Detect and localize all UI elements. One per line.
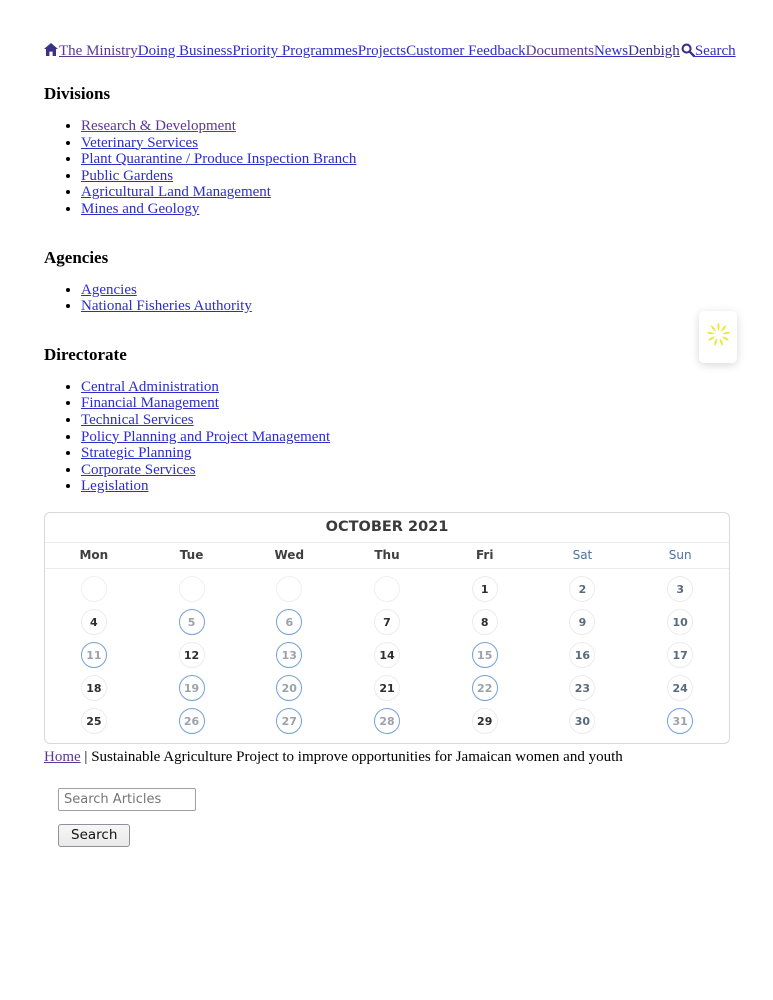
calendar-day: 1 xyxy=(472,576,498,602)
list-item xyxy=(81,135,730,152)
section-link[interactable]: Policy Planning and Project Management xyxy=(81,428,331,445)
calendar-day: 7 xyxy=(374,609,400,635)
article-search-form xyxy=(58,788,730,847)
calendar-day: 14 xyxy=(374,642,400,668)
calendar-cell xyxy=(436,672,534,705)
calendar-cell xyxy=(631,573,729,606)
calendar-cell xyxy=(534,672,632,705)
calendar-cell xyxy=(631,639,729,672)
accessibility-widget-button[interactable] xyxy=(699,311,737,363)
calendar-day: 8 xyxy=(472,609,498,635)
calendar-day: 18 xyxy=(81,675,107,701)
calendar-event-day[interactable]: 11 xyxy=(81,642,107,668)
section-link[interactable]: Plant Quarantine / Produce Inspection Branch xyxy=(81,151,357,168)
calendar-cell xyxy=(534,639,632,672)
section-link[interactable]: Agencies xyxy=(81,281,137,298)
calendar-cell xyxy=(338,672,436,705)
calendar-day: 29 xyxy=(472,708,498,734)
section-link-list xyxy=(44,118,730,218)
calendar-day: 10 xyxy=(667,609,693,635)
calendar-cell xyxy=(143,606,241,639)
list-item xyxy=(81,478,730,495)
calendar-day: 24 xyxy=(667,675,693,701)
list-item xyxy=(81,395,730,412)
list-item xyxy=(81,379,730,396)
calendar-event-day[interactable]: 26 xyxy=(179,708,205,734)
top-nav xyxy=(44,43,736,61)
search-articles-button[interactable]: Search xyxy=(58,824,130,847)
section-link[interactable]: Veterinary Services xyxy=(81,134,199,151)
section-link[interactable]: Public Gardens xyxy=(81,167,174,184)
calendar-cell xyxy=(436,573,534,606)
list-item xyxy=(81,201,730,218)
list-item xyxy=(81,282,730,299)
calendar-cell xyxy=(45,705,143,738)
home-icon[interactable] xyxy=(44,43,58,60)
list-item xyxy=(81,151,730,168)
breadcrumb xyxy=(44,749,730,766)
calendar-day-header: Wed xyxy=(274,548,305,563)
search-articles-input[interactable] xyxy=(58,788,196,811)
section-link-list xyxy=(44,379,730,495)
calendar-event-day[interactable]: 15 xyxy=(472,642,498,668)
list-item xyxy=(81,462,730,479)
calendar-day: 3 xyxy=(667,576,693,602)
calendar-cell xyxy=(143,573,241,606)
section-link[interactable]: Research & Development xyxy=(81,118,236,134)
search-icon[interactable] xyxy=(681,43,695,61)
calendar-event-day[interactable]: 20 xyxy=(276,675,302,701)
calendar-day: 2 xyxy=(569,576,595,602)
calendar-event-day[interactable]: 31 xyxy=(667,708,693,734)
calendar-event-day[interactable]: 5 xyxy=(179,609,205,635)
list-item xyxy=(81,298,730,315)
calendar-event-day[interactable]: 22 xyxy=(472,675,498,701)
nav-link[interactable]: The Ministry xyxy=(59,43,138,59)
page-title: Sustainable Agriculture Project to improve opportunities for Jamaican women and youth xyxy=(91,748,623,765)
calendar-cell xyxy=(436,639,534,672)
calendar-day: 25 xyxy=(81,708,107,734)
link-sections xyxy=(44,84,730,495)
calendar-event-day[interactable]: 13 xyxy=(276,642,302,668)
calendar-day-header: Fri xyxy=(475,548,494,563)
calendar-cell xyxy=(631,705,729,738)
calendar-day: 12 xyxy=(179,642,205,668)
calendar-day-header: Mon xyxy=(79,548,109,563)
nav-links xyxy=(59,43,680,59)
calendar-cell xyxy=(45,573,143,606)
section-link[interactable]: Agricultural Land Management xyxy=(81,184,271,201)
calendar-event-day[interactable]: 27 xyxy=(276,708,302,734)
calendar-grid xyxy=(45,569,729,743)
list-item xyxy=(81,429,730,446)
section-link-list xyxy=(44,282,730,315)
calendar-day: 9 xyxy=(569,609,595,635)
section-heading: Agencies xyxy=(44,247,109,267)
calendar-cell xyxy=(240,705,338,738)
calendar-cell xyxy=(143,705,241,738)
section-heading: Directorate xyxy=(44,344,127,364)
calendar-cell xyxy=(338,705,436,738)
section-link[interactable]: Mines and Geology xyxy=(81,200,200,217)
calendar-day: 23 xyxy=(569,675,595,701)
nav-link[interactable]: Denbigh xyxy=(628,43,680,59)
calendar-cell xyxy=(240,573,338,606)
calendar-day-header: Sat xyxy=(572,548,593,563)
calendar-day-header: Sun xyxy=(668,548,692,563)
calendar-day: 16 xyxy=(569,642,595,668)
nav-link[interactable]: Projects xyxy=(357,43,407,59)
calendar-cell xyxy=(338,606,436,639)
section-link[interactable]: National Fisheries Authority xyxy=(81,298,252,315)
section-heading: Divisions xyxy=(44,84,111,103)
calendar-cell xyxy=(534,573,632,606)
section-link[interactable]: Central Administration xyxy=(81,378,219,395)
nav-search-link[interactable]: Search xyxy=(694,43,736,59)
calendar-cell xyxy=(338,573,436,606)
calendar-day-header: Thu xyxy=(374,548,400,563)
calendar-event-day[interactable]: 28 xyxy=(374,708,400,734)
calendar-day: 30 xyxy=(569,708,595,734)
list-item xyxy=(81,184,730,201)
section-link[interactable]: Financial Management xyxy=(81,395,219,412)
calendar-day xyxy=(374,576,400,602)
calendar-title: OCTOBER 2021 xyxy=(45,513,729,543)
calendar-day xyxy=(276,576,302,602)
nav-link[interactable]: Documents xyxy=(525,43,594,59)
asterisk-flower-icon xyxy=(705,321,732,353)
section-link[interactable]: Technical Services xyxy=(81,411,194,428)
breadcrumb-home-link[interactable]: Home xyxy=(44,748,81,765)
breadcrumb-separator: | xyxy=(84,748,88,765)
events-calendar xyxy=(44,512,730,744)
calendar-cell xyxy=(143,672,241,705)
calendar-cell xyxy=(534,606,632,639)
section-link[interactable]: Corporate Services xyxy=(81,461,196,478)
calendar-cell xyxy=(45,606,143,639)
calendar-day: 21 xyxy=(374,675,400,701)
calendar-cell xyxy=(240,606,338,639)
calendar-cell xyxy=(45,639,143,672)
calendar-cell xyxy=(143,639,241,672)
list-item xyxy=(81,412,730,429)
calendar-cell xyxy=(45,672,143,705)
calendar-event-day[interactable]: 19 xyxy=(179,675,205,701)
list-item xyxy=(81,118,730,135)
calendar-day xyxy=(81,576,107,602)
calendar-cell xyxy=(534,705,632,738)
nav-link[interactable]: Customer Feedback xyxy=(406,43,526,59)
calendar-cell xyxy=(240,639,338,672)
section-link[interactable]: Legislation xyxy=(81,478,149,495)
calendar-day-header: Tue xyxy=(179,548,204,563)
calendar-cell xyxy=(436,705,534,738)
list-item xyxy=(81,445,730,462)
calendar-event-day[interactable]: 6 xyxy=(276,609,302,635)
calendar-cell xyxy=(338,639,436,672)
section-link[interactable]: Strategic Planning xyxy=(81,445,192,462)
calendar-cell xyxy=(631,606,729,639)
calendar-cell xyxy=(436,606,534,639)
nav-link[interactable]: Priority Programmes xyxy=(232,43,358,59)
calendar-day xyxy=(179,576,205,602)
nav-link[interactable]: Doing Business xyxy=(137,43,233,59)
calendar-day-headers xyxy=(45,543,729,569)
calendar-cell xyxy=(631,672,729,705)
calendar-day: 4 xyxy=(81,609,107,635)
list-item xyxy=(81,168,730,185)
calendar-cell xyxy=(240,672,338,705)
nav-link[interactable]: News xyxy=(593,43,629,59)
calendar-day: 17 xyxy=(667,642,693,668)
